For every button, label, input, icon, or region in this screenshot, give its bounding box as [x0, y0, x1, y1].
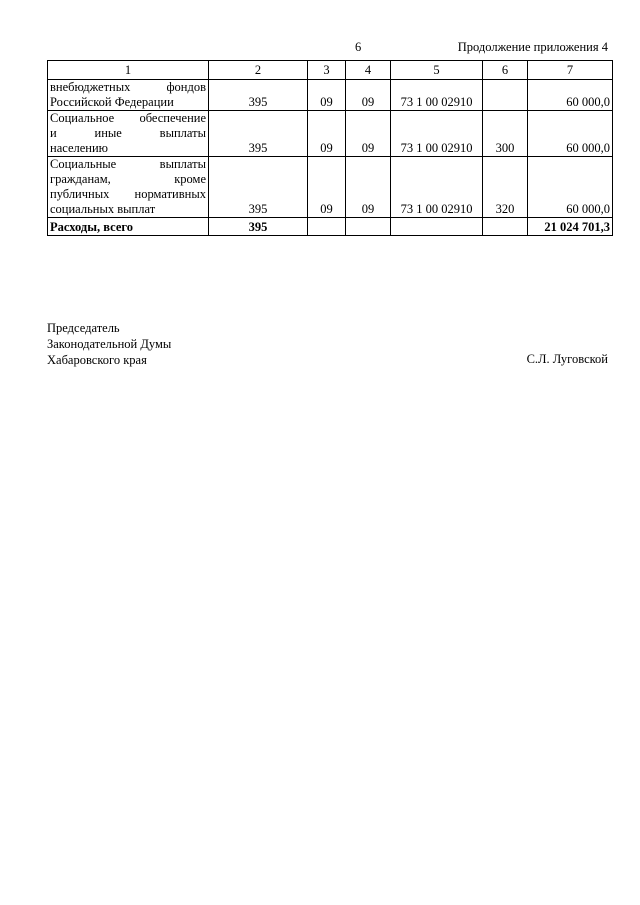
- total-label: Расходы, всего: [48, 218, 209, 236]
- cell-ministry: 395: [209, 111, 308, 157]
- signer-title-line: Законодательной Думы: [47, 337, 172, 351]
- row-name-line: Российской Федерации: [50, 95, 174, 109]
- cell-expense-type: 300: [483, 111, 528, 157]
- budget-table: [47, 60, 613, 236]
- cell-amount: 60 000,0: [528, 80, 613, 111]
- cell-subsection: 09: [346, 80, 391, 111]
- cell-ministry: 395: [209, 80, 308, 111]
- row-name-line: Социальные выплаты: [50, 157, 206, 171]
- cell-subsection: 09: [346, 111, 391, 157]
- cell-section: 09: [308, 80, 346, 111]
- col-header-3: 3: [308, 61, 346, 80]
- row-name-line: гражданам, кроме: [50, 172, 206, 186]
- cell-ministry: 395: [209, 157, 308, 218]
- col-header-2: 2: [209, 61, 308, 80]
- row-name-cell: [48, 80, 209, 111]
- row-name-cell: [48, 111, 209, 157]
- signer-name: С.Л. Луговской: [526, 352, 608, 366]
- total-empty-cell: [308, 218, 346, 236]
- continuation-label: Продолжение приложения 4: [457, 40, 608, 54]
- row-name-line: населению: [50, 141, 108, 155]
- cell-amount: 60 000,0: [528, 157, 613, 218]
- cell-target-article: 73 1 00 02910: [391, 80, 483, 111]
- cell-amount: 60 000,0: [528, 111, 613, 157]
- cell-target-article: 73 1 00 02910: [391, 157, 483, 218]
- signature-block: [47, 320, 171, 368]
- col-header-1: 1: [48, 61, 209, 80]
- total-row: [48, 218, 613, 236]
- table-row: [48, 80, 613, 111]
- header-row: [48, 61, 613, 80]
- col-header-4: 4: [346, 61, 391, 80]
- row-name-line: внебюджетных фондов: [50, 80, 206, 94]
- col-header-7: 7: [528, 61, 613, 80]
- total-empty-cell: [391, 218, 483, 236]
- total-amount: 21 024 701,3: [528, 218, 613, 236]
- cell-expense-type: [483, 80, 528, 111]
- cell-section: 09: [308, 111, 346, 157]
- row-name-line: и иные выплаты: [50, 126, 206, 140]
- row-name-line: Социальное обеспечение: [50, 111, 206, 125]
- row-name-line: социальных выплат: [50, 202, 156, 216]
- signer-title-line: Председатель: [47, 321, 120, 335]
- total-empty-cell: [483, 218, 528, 236]
- col-header-6: 6: [483, 61, 528, 80]
- signer-title-line: Хабаровского края: [47, 353, 147, 367]
- cell-target-article: 73 1 00 02910: [391, 111, 483, 157]
- cell-subsection: 09: [346, 157, 391, 218]
- cell-section: 09: [308, 157, 346, 218]
- col-header-5: 5: [391, 61, 483, 80]
- table-row: [48, 111, 613, 157]
- table-row: [48, 157, 613, 218]
- page-number: 6: [355, 40, 362, 54]
- total-empty-cell: [346, 218, 391, 236]
- row-name-line: публичных нормативных: [50, 187, 206, 201]
- total-ministry: 395: [209, 218, 308, 236]
- row-name-cell: [48, 157, 209, 218]
- cell-expense-type: 320: [483, 157, 528, 218]
